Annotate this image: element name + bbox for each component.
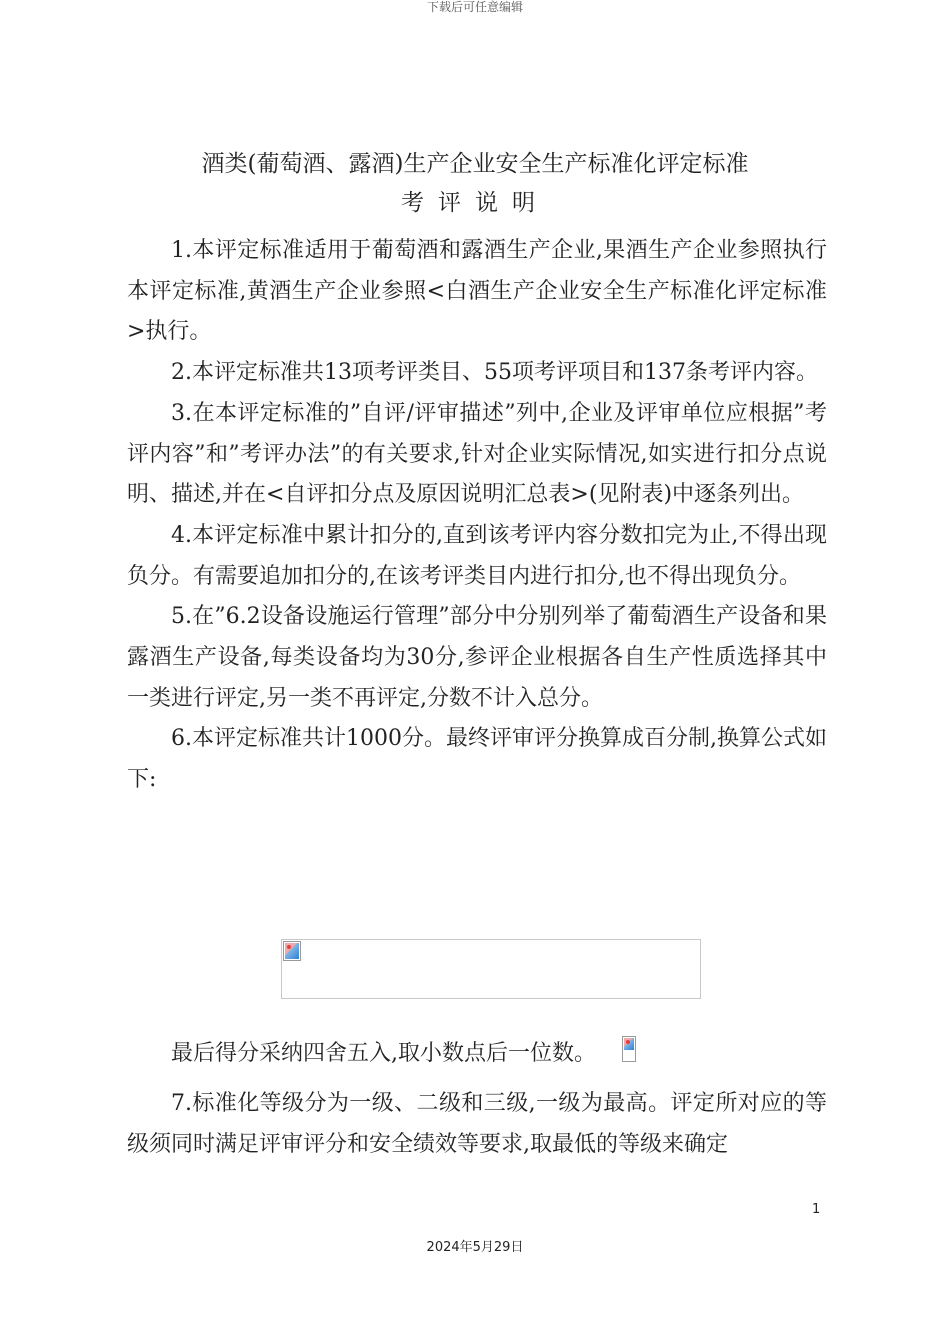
- paragraph-3: 3.在本评定标准的”自评/评审描述”列中,企业及评审单位应根据”考评内容”和”考评办法”的有关要求,针对企业实际情况,如实进行扣分点说明、描述,并在<自评扣分点及原因说明汇总表>(见附表)中逐条列出。: [127, 400, 827, 508]
- document-body-continued: [127, 1084, 827, 1165]
- page-header: 下载后可任意编辑: [426, 0, 523, 14]
- paragraph-6: 6.本评定标准共计1000分。最终评审评分换算成百分制,换算公式如下:: [127, 726, 827, 793]
- paragraph-1: 1.本评定标准适用于葡萄酒和露酒生产企业,果酒生产企业参照执行本评定标准,黄酒生产企业参照<白酒生产企业安全生产标准化评定标准>执行。: [127, 238, 827, 345]
- paragraph-5: 5.在”6.2设备设施运行管理”部分中分别列举了葡萄酒生产设备和果露酒生产设备,每类设备均为30分,参评企业根据各自生产性质选择其中一类进行评定,另一类不再评定,分数不计入总分。: [127, 604, 827, 711]
- page-number: 1: [812, 1202, 821, 1217]
- broken-image-icon: [283, 941, 301, 961]
- formula-image-frame: [281, 939, 701, 999]
- paragraph-2: 2.本评定标准共13项考评类目、55项考评项目和137条考评内容。: [171, 360, 818, 386]
- document-title: 酒类(葡萄酒、露酒)生产企业安全生产标准化评定标准: [201, 151, 749, 177]
- paragraph-7: 7.标准化等级分为一级、二级和三级,一级为最高。评定所对应的等级须同时满足评审评分和安全绩效等要求,取最低的等级来确定: [127, 1091, 827, 1157]
- broken-image-icon: [622, 1036, 636, 1062]
- paragraph-4: 4.本评定标准中累计扣分的,直到该考评内容分数扣完为止,不得出现负分。有需要追加扣分的,在该考评类目内进行扣分,也不得出现负分。: [127, 522, 827, 589]
- rounding-note-text: 最后得分采纳四舍五入,取小数点后一位数。: [171, 1041, 596, 1066]
- document-body: [127, 231, 827, 801]
- document-subtitle: 考评说明: [401, 190, 549, 216]
- page-footer-date: 2024年5月29日: [426, 1240, 524, 1255]
- rounding-note: [171, 1034, 596, 1074]
